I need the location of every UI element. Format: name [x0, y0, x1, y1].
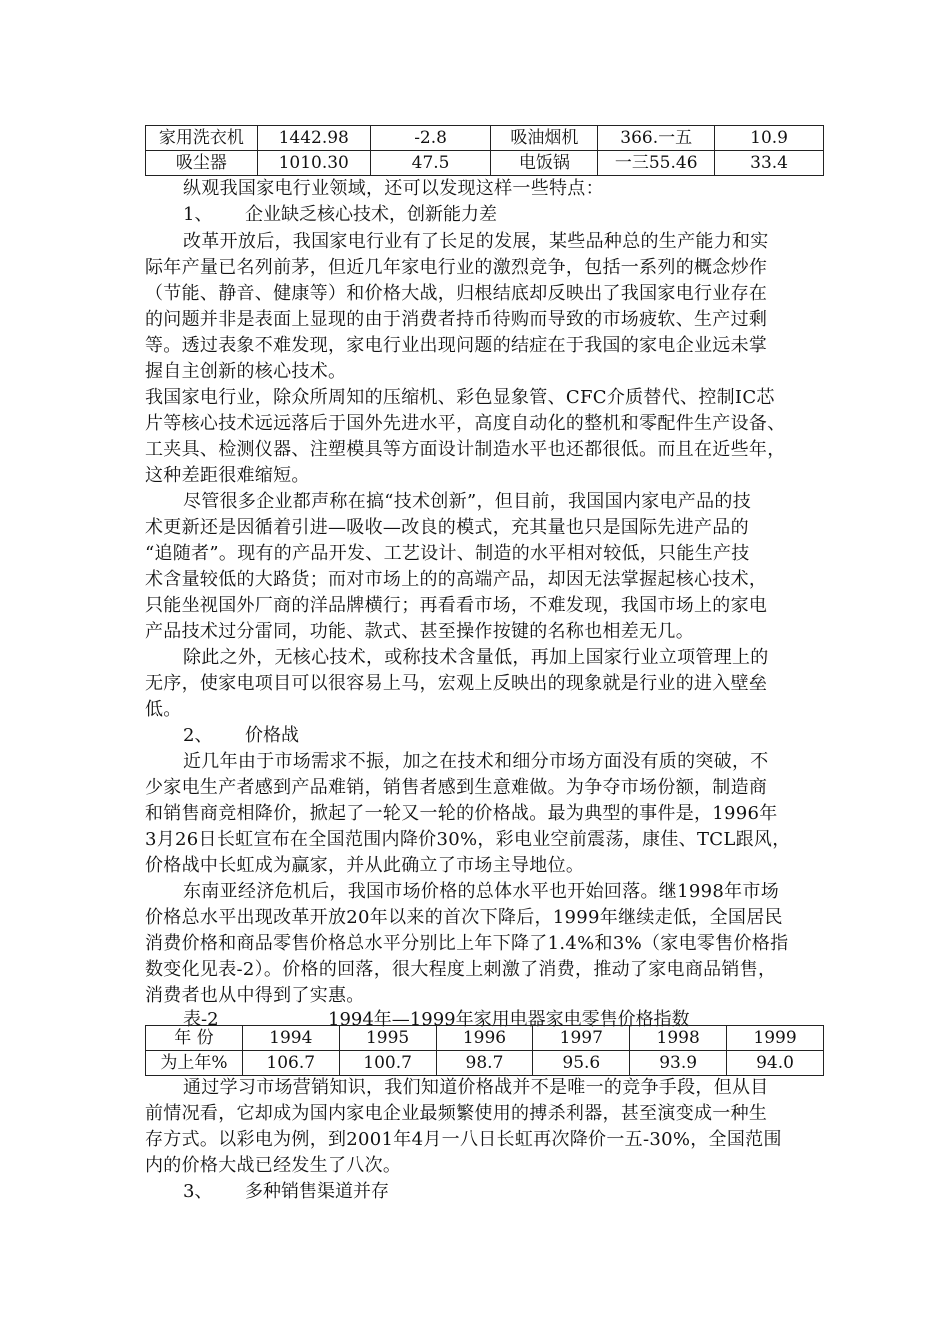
table-row — [146, 151, 824, 176]
table-header-cell: 1998 — [630, 1026, 727, 1051]
table-header-cell: 1995 — [339, 1026, 436, 1051]
table-row — [146, 126, 824, 151]
section-3-number: 3、 — [183, 1181, 213, 1202]
paragraph-line: 握自主创新的核心技术。 — [145, 361, 347, 382]
table-cell: 106.7 — [242, 1051, 339, 1076]
paragraph-line: 等。透过表象不难发现，家电行业出现问题的结症在于我国的家电企业远未掌 — [145, 335, 768, 356]
paragraph-line: 术含量较低的大路货；而对市场上的的高端产品，却因无法掌握起核心技术， — [145, 569, 768, 590]
table-cell: 一三55.46 — [598, 151, 715, 176]
table-2-caption: 1994年—1999年家用电器家电零售价格指数 — [328, 1009, 690, 1030]
table-cell: 100.7 — [339, 1051, 436, 1076]
table-cell: 33.4 — [715, 151, 824, 176]
table-cell: 1442.98 — [257, 126, 370, 151]
paragraph-line: 除此之外，无核心技术，或称技术含量低，再加上国家行业立项管理上的 — [183, 647, 769, 668]
paragraph-line: 改革开放后，我国家电行业有了长足的发展，某些品种总的生产能力和实 — [183, 231, 769, 252]
paragraph-line: 少家电生产者感到产品难销，销售者感到生意难做。为争夺市场份额，制造商 — [145, 777, 768, 798]
paragraph-line: 内的价格大战已经发生了八次。 — [145, 1155, 402, 1176]
paragraph-line: 消费者也从中得到了实惠。 — [145, 985, 365, 1006]
table-cell: 95.6 — [533, 1051, 630, 1076]
table-header-cell: 1999 — [727, 1026, 824, 1051]
table-header-row — [146, 1026, 824, 1051]
paragraph-line: 存方式。以彩电为例，到2001年4月一八日长虹再次降价一五-30%，全国范围 — [145, 1129, 782, 1150]
intro-paragraph: 纵观我国家电行业领域，还可以发现这样一些特点： — [183, 178, 604, 199]
paragraph-line: 工夹具、检测仪器、注塑模具等方面设计制造水平也还都很低。而且在近些年， — [145, 439, 786, 460]
paragraph-line: （节能、静音、健康等）和价格大战，归根结底却反映出了我国家电行业存在 — [145, 283, 768, 304]
table-cell: 366.一五 — [598, 126, 715, 151]
paragraph-line: 只能坐视国外厂商的洋品牌横行；再看看市场，不难发现，我国市场上的家电 — [145, 595, 768, 616]
table-cell: 1010.30 — [257, 151, 370, 176]
section-1-title: 企业缺乏核心技术，创新能力差 — [245, 204, 497, 225]
table-header-cell: 1996 — [436, 1026, 533, 1051]
table-cell: 47.5 — [370, 151, 491, 176]
paragraph-line: 3月26日长虹宣布在全国范围内降价30%，彩电业空前震荡，康佳、TCL跟风， — [145, 829, 791, 850]
paragraph-line: 尽管很多企业都声称在搞“技术创新”，但目前，我国国内家电产品的技 — [183, 491, 752, 512]
table-2-label: 表-2 — [183, 1009, 219, 1030]
table-cell: 家用洗衣机 — [146, 126, 258, 151]
table-cell: 93.9 — [630, 1051, 727, 1076]
section-2-title: 价格战 — [245, 725, 299, 746]
paragraph-line: 前情况看，它却成为国内家电企业最频繁使用的搏杀利器，甚至演变成一种生 — [145, 1103, 768, 1124]
table-cell: 吸尘器 — [146, 151, 258, 176]
paragraph-line: 数变化见表-2）。价格的回落，很大程度上刺激了消费，推动了家电商品销售， — [145, 959, 777, 980]
paragraph-line: 低。 — [145, 699, 182, 720]
paragraph-line: 产品技术过分雷同，功能、款式、甚至操作按键的名称也相差无几。 — [145, 621, 694, 642]
table-cell: 吸油烟机 — [491, 126, 598, 151]
table-cell: 为上年% — [146, 1051, 243, 1076]
paragraph-line: 片等核心技术远远落后于国外先进水平，高度自动化的整机和零配件生产设备、 — [145, 413, 786, 434]
section-2-number: 2、 — [183, 725, 213, 746]
paragraph-line: “追随者”。现有的产品开发、工艺设计、制造的水平相对较低，只能生产技 — [145, 543, 750, 564]
paragraph-line: 无序，使家电项目可以很容易上马，宏观上反映出的现象就是行业的进入壁垒 — [145, 673, 768, 694]
paragraph-line: 这种差距很难缩短。 — [145, 465, 310, 486]
table-header-cell: 年 份 — [146, 1026, 243, 1051]
paragraph-line: 的问题并非是表面上显现的由于消费者持币待购而导致的市场疲软、生产过剩 — [145, 309, 768, 330]
table-cell: 电饭锅 — [491, 151, 598, 176]
paragraph-line: 际年产量已名列前茅，但近几年家电行业的激烈竞争，包括一系列的概念炒作 — [145, 257, 768, 278]
paragraph-line: 消费价格和商品零售价格总水平分别比上年下降了1.4%和3%（家电零售价格指 — [145, 933, 789, 954]
section-1-number: 1、 — [183, 204, 213, 225]
retail-price-index-table — [145, 1025, 824, 1076]
paragraph-line: 近几年由于市场需求不振，加之在技术和细分市场方面没有质的突破，不 — [183, 751, 769, 772]
paragraph-line: 价格战中长虹成为赢家，并从此确立了市场主导地位。 — [145, 855, 585, 876]
table-cell: -2.8 — [370, 126, 491, 151]
paragraph-line: 我国家电行业，除众所周知的压缩机、彩色显象管、CFC介质替代、控制IC芯 — [145, 387, 775, 408]
paragraph-line: 和销售商竞相降价，掀起了一轮又一轮的价格战。最为典型的事件是，1996年 — [145, 803, 778, 824]
appliance-sales-table — [145, 125, 824, 176]
table-cell: 98.7 — [436, 1051, 533, 1076]
paragraph-line: 术更新还是因循着引进—吸收—改良的模式，充其量也只是国际先进产品的 — [145, 517, 749, 538]
table-header-cell: 1997 — [533, 1026, 630, 1051]
paragraph-line: 价格总水平出现改革开放20年以来的首次下降后，1999年继续走低，全国居民 — [145, 907, 783, 928]
table-row — [146, 1051, 824, 1076]
table-cell: 10.9 — [715, 126, 824, 151]
table-header-cell: 1994 — [242, 1026, 339, 1051]
section-3-title: 多种销售渠道并存 — [245, 1181, 389, 1202]
paragraph-line: 东南亚经济危机后，我国市场价格的总体水平也开始回落。继1998年市场 — [183, 881, 780, 902]
table-cell: 94.0 — [727, 1051, 824, 1076]
paragraph-line: 通过学习市场营销知识，我们知道价格战并不是唯一的竞争手段，但从目 — [183, 1077, 769, 1098]
